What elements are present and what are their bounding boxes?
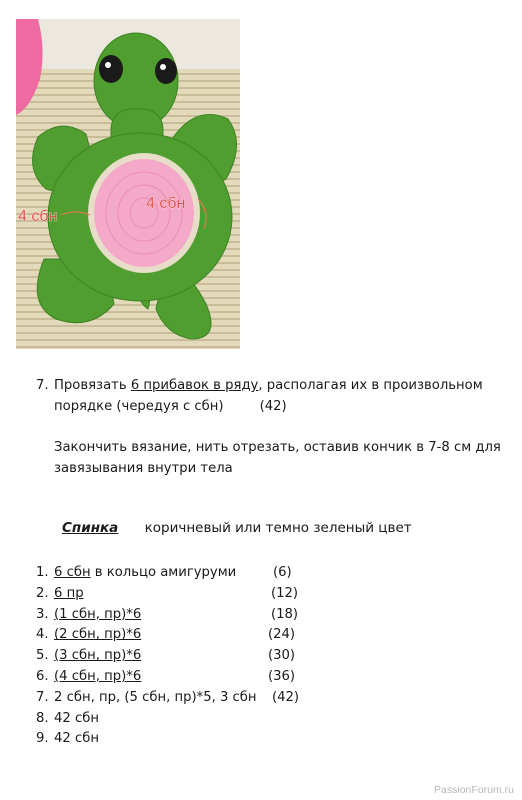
- row-count: (18): [271, 606, 299, 622]
- row-count: (6): [273, 565, 292, 580]
- back-subtitle: коричневый или темно зеленый цвет: [144, 520, 412, 536]
- back-title: Спинка: [62, 520, 119, 536]
- step-7-text-underlined: 6 прибавок в ряду: [130, 378, 259, 393]
- row-underlined: (1 сбн, пр)*6: [54, 606, 142, 622]
- row-text: в кольцо амигуруми: [90, 565, 237, 580]
- row-count: (30): [268, 648, 296, 664]
- turtle-photo: [16, 19, 240, 349]
- photo-label-left: 4 сбн: [18, 208, 58, 225]
- row-underlined: (2 сбн, пр)*6: [54, 627, 142, 643]
- row-number: 5.: [36, 648, 49, 664]
- step-7-count: (42): [259, 399, 287, 414]
- row-text: 42 сбн: [54, 731, 99, 747]
- row-text: 2 сбн, пр, (5 сбн, пр)*5, 3 сбн: [54, 689, 257, 705]
- row-count: (42): [272, 689, 300, 705]
- watermark: PassionForum.ru: [434, 784, 514, 796]
- row-number: 7.: [36, 689, 49, 705]
- row-text: 42 сбн: [54, 710, 99, 726]
- row-underlined: (4 сбн, пр)*6: [54, 668, 142, 684]
- row-number: 4.: [36, 627, 49, 643]
- row-underlined: (3 сбн, пр)*6: [54, 648, 142, 664]
- row-underlined: 6 пр: [54, 585, 84, 601]
- row-number: 2.: [36, 585, 49, 601]
- row-number: 1.: [36, 565, 49, 580]
- turtle-illustration: [16, 19, 240, 349]
- row-number: 9.: [36, 731, 49, 747]
- finish-paragraph: Закончить вязание, нить отрезать, оставив кончик в 7-8 см для завязывания внутри тела: [54, 440, 501, 476]
- row-underlined: 6 сбн: [54, 565, 91, 580]
- step-7-text-post: , располагая их в произвольном порядке (чередуя с сбн): [54, 378, 483, 414]
- row-count: (12): [271, 585, 299, 601]
- row-count: (36): [268, 668, 296, 684]
- step-7-paragraph: [36, 375, 506, 417]
- row-number: 3.: [36, 606, 49, 622]
- back-section-heading: [62, 520, 412, 536]
- photo-label-center: 4 сбн: [146, 195, 186, 212]
- row-number: 8.: [36, 710, 49, 726]
- step-7-text-pre: Провязать: [54, 378, 131, 393]
- row-count: (24): [268, 627, 296, 643]
- row-number: 6.: [36, 668, 49, 684]
- step-7-number: 7.: [36, 378, 49, 393]
